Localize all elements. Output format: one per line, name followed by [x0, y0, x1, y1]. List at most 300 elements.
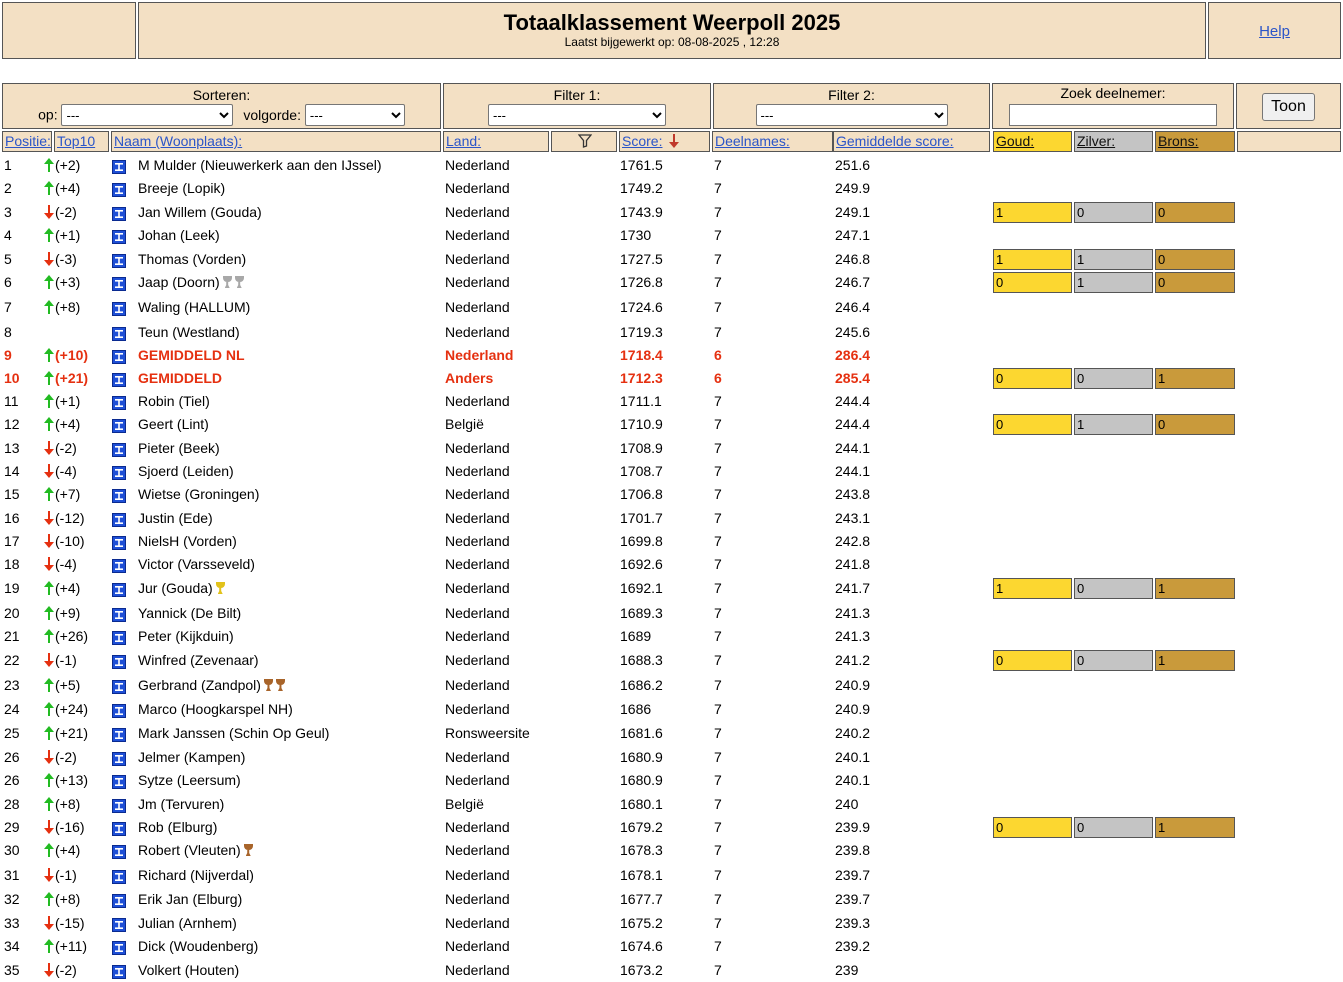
participant-info-icon[interactable]: [112, 894, 126, 908]
participant-name[interactable]: [138, 274, 244, 290]
participant-score: 1674.6: [620, 938, 663, 954]
participant-name[interactable]: [138, 393, 210, 409]
sort-order-label: volgorde:: [243, 106, 301, 123]
participant-entries: 7: [714, 324, 722, 340]
participant-entries: 7: [714, 652, 722, 668]
table-row: [0, 247, 1343, 271]
participant-info-icon[interactable]: [112, 870, 126, 884]
sort-naam-link[interactable]: Naam (Woonplaats):: [114, 133, 243, 149]
filter1-select[interactable]: [488, 104, 666, 126]
participant-name[interactable]: [138, 749, 245, 765]
participant-info-icon[interactable]: [112, 728, 126, 742]
rank-position: 6: [4, 274, 12, 290]
rank-change-value: (+13): [55, 772, 89, 788]
participant-score: 1727.5: [620, 251, 663, 267]
rank-position: 30: [4, 842, 20, 858]
participant-score: 1678.1: [620, 867, 663, 883]
participant-name[interactable]: [138, 486, 259, 502]
rank-change-value: (-2): [55, 749, 77, 765]
participant-info-icon[interactable]: [112, 583, 126, 597]
participant-score: 1719.3: [620, 324, 663, 340]
sort-score-link[interactable]: Score:: [622, 133, 663, 149]
toon-button[interactable]: Toon: [1262, 93, 1315, 121]
table-row: [0, 270, 1343, 294]
participant-info-icon[interactable]: [112, 608, 126, 622]
participant-info-icon[interactable]: [112, 302, 126, 316]
participant-name-text: Richard (Nijverdal): [138, 867, 254, 883]
participant-info-icon[interactable]: [112, 254, 126, 268]
participant-name[interactable]: [138, 796, 224, 812]
participant-average: 240.2: [835, 725, 871, 741]
rank-change: [44, 416, 80, 432]
rank-change-value: (+10): [55, 347, 89, 363]
rank-position: 32: [4, 891, 20, 907]
participant-name[interactable]: [138, 677, 285, 693]
participant-name[interactable]: [138, 938, 258, 954]
rank-change-value: (+4): [55, 580, 81, 596]
rank-change: [44, 180, 80, 196]
participant-score: 1706.8: [620, 486, 663, 502]
rank-change-value: (+4): [55, 416, 81, 432]
arrow-up-icon: [44, 773, 54, 787]
rank-change: [44, 701, 88, 717]
participant-name[interactable]: [138, 652, 259, 668]
table-row: [0, 815, 1343, 839]
silver-count: 1: [1074, 272, 1153, 293]
header-title-panel: [138, 2, 1206, 59]
rank-change: [44, 891, 80, 907]
participant-entries: 7: [714, 393, 722, 409]
participant-country: Nederland: [445, 393, 510, 409]
participant-country: Nederland: [445, 915, 510, 931]
participant-info-icon[interactable]: [112, 183, 126, 197]
participant-name-text: Breeje (Lopik): [138, 180, 226, 196]
participant-name[interactable]: [138, 842, 253, 858]
participant-name[interactable]: [138, 347, 245, 363]
col-header-land: [443, 131, 549, 152]
participant-name[interactable]: [138, 533, 237, 549]
participant-average: 241.7: [835, 580, 871, 596]
participant-name[interactable]: [138, 180, 225, 196]
help-link[interactable]: Help: [1259, 23, 1290, 40]
col-header-deelnames: [712, 131, 833, 152]
participant-country: Nederland: [445, 440, 510, 456]
rank-change-value: (+1): [55, 227, 81, 243]
sort-top10-link[interactable]: Top10: [57, 133, 96, 149]
rank-change: [44, 347, 88, 363]
participant-info-icon[interactable]: [112, 327, 126, 341]
filter2-label: Filter 2:: [828, 87, 875, 103]
participant-entries: 7: [714, 299, 722, 315]
participant-country: Nederland: [445, 749, 510, 765]
participant-country: Nederland: [445, 938, 510, 954]
participant-name-text: Dick (Woudenberg): [138, 938, 259, 954]
participant-name-text: Thomas (Vorden): [138, 251, 247, 267]
table-row: [0, 697, 1343, 721]
participant-country: Nederland: [445, 842, 510, 858]
participant-score: 1726.8: [620, 274, 663, 290]
rank-position: 20: [4, 605, 20, 621]
participant-entries: 7: [714, 157, 722, 173]
participant-info-icon[interactable]: [112, 207, 126, 221]
participant-name[interactable]: [138, 204, 262, 220]
participant-average: 244.1: [835, 463, 871, 479]
participant-info-icon[interactable]: [112, 489, 126, 503]
participant-name-text: Jelmer (Kampen): [138, 749, 246, 765]
participant-average: 240: [835, 796, 859, 812]
participant-average: 240.9: [835, 701, 871, 717]
rank-position: 1: [4, 157, 12, 173]
rank-position: 26: [4, 772, 20, 788]
rank-change: [44, 725, 88, 741]
participant-average: 243.8: [835, 486, 871, 502]
participant-entries: 7: [714, 251, 722, 267]
participant-score: 1711.1: [620, 393, 662, 409]
participant-score: 1686: [620, 701, 652, 717]
bronze-count: 0: [1155, 202, 1235, 223]
participant-score: 1710.9: [620, 416, 663, 432]
rank-position: 21: [4, 628, 20, 644]
table-row: [0, 648, 1343, 672]
col-header-score: [619, 131, 710, 152]
rank-change-value: (-4): [55, 556, 77, 572]
table-row: [0, 343, 1343, 367]
rank-change: [44, 393, 80, 409]
rank-position: 26: [4, 749, 20, 765]
participant-info-icon[interactable]: [112, 822, 126, 836]
participant-name[interactable]: [138, 510, 213, 526]
rank-position: 19: [4, 580, 20, 596]
participant-entries: 7: [714, 227, 722, 243]
participant-name-text: Wietse (Groningen): [138, 486, 260, 502]
table-row: [0, 482, 1343, 506]
bronze-count: 0: [1155, 249, 1235, 270]
bronze-count: 0: [1155, 272, 1235, 293]
participant-average: 244.1: [835, 440, 871, 456]
participant-name[interactable]: [138, 299, 250, 315]
sort-land-link[interactable]: Land:: [446, 133, 482, 149]
col-header-filter: [551, 131, 617, 152]
participant-country: Nederland: [445, 204, 510, 220]
participant-average: 239.7: [835, 867, 871, 883]
arrow-up-icon: [44, 181, 54, 195]
rank-position: 25: [4, 725, 20, 741]
arrow-up-icon: [44, 797, 54, 811]
rank-position: 5: [4, 251, 12, 267]
rank-change: [44, 772, 88, 788]
participant-name[interactable]: [138, 370, 222, 386]
participant-score: 1689: [620, 628, 652, 644]
participant-name-text: Marco (Hoogkarspel NH): [138, 701, 293, 717]
participant-score: 1699.8: [620, 533, 663, 549]
table-row: [0, 529, 1343, 553]
participant-name[interactable]: [138, 891, 242, 907]
participant-country: Nederland: [445, 533, 510, 549]
sort-positie-link[interactable]: Positie:: [5, 133, 51, 149]
participant-name[interactable]: [138, 819, 217, 835]
sort-goud-link[interactable]: Goud:: [996, 133, 1035, 149]
rank-change-value: (-4): [55, 463, 77, 479]
participant-name[interactable]: [138, 463, 234, 479]
participant-name[interactable]: [138, 157, 382, 173]
rank-change-value: (+1): [55, 393, 81, 409]
rank-change: [44, 938, 87, 954]
table-row: [0, 389, 1343, 413]
rank-change-value: (-12): [55, 510, 85, 526]
silver-count: 0: [1074, 578, 1153, 599]
arrow-down-icon: [44, 511, 54, 525]
rank-change-value: (+21): [55, 370, 89, 386]
silver-trophy-icon: [235, 276, 244, 288]
bronze-trophy-icon: [264, 679, 273, 691]
filter2-select[interactable]: [756, 104, 948, 126]
participant-info-icon[interactable]: [112, 752, 126, 766]
participant-info-icon[interactable]: [112, 704, 126, 718]
sort-op-label: op:: [38, 106, 58, 123]
rank-change: [44, 227, 80, 243]
participant-name[interactable]: [138, 324, 240, 340]
rank-change: [44, 628, 88, 644]
participant-average: 241.8: [835, 556, 871, 572]
rank-change: [44, 652, 77, 668]
gold-count: 1: [993, 202, 1072, 223]
participant-name-text: Erik Jan (Elburg): [138, 891, 243, 907]
participant-name[interactable]: [138, 416, 209, 432]
sort-zilver-link[interactable]: Zilver:: [1077, 133, 1116, 149]
participant-name[interactable]: [138, 867, 254, 883]
table-row: [0, 768, 1343, 792]
show-panel: [1236, 83, 1341, 129]
participant-score: 1679.2: [620, 819, 663, 835]
participant-name-text: Johan (Leek): [138, 227, 220, 243]
participant-entries: 7: [714, 605, 722, 621]
table-row: [0, 792, 1343, 816]
participant-name[interactable]: [138, 628, 234, 644]
participant-average: 244.4: [835, 393, 871, 409]
sort-field-select[interactable]: [61, 104, 233, 126]
arrow-down-icon: [44, 534, 54, 548]
participant-info-icon[interactable]: [112, 160, 126, 174]
participant-name-text: Pieter (Beek): [138, 440, 220, 456]
participant-name-text: Peter (Kijkduin): [138, 628, 234, 644]
participant-name-text: Robin (Tiel): [138, 393, 210, 409]
participant-entries: 7: [714, 749, 722, 765]
participant-info-icon[interactable]: [112, 799, 126, 813]
rank-change: [44, 251, 77, 267]
rank-change: [44, 370, 88, 386]
arrow-up-icon: [44, 702, 54, 716]
rank-position: 22: [4, 652, 20, 668]
silver-count: 0: [1074, 817, 1153, 838]
arrow-down-icon: [44, 441, 54, 455]
table-row: [0, 506, 1343, 530]
participant-country: Nederland: [445, 605, 510, 621]
sort-brons-link[interactable]: Brons:: [1158, 133, 1199, 149]
participant-country: Nederland: [445, 486, 510, 502]
arrow-up-icon: [44, 348, 54, 362]
participant-score: 1673.2: [620, 962, 663, 978]
table-row: [0, 412, 1343, 436]
participant-entries: 7: [714, 701, 722, 717]
arrow-down-icon: [44, 653, 54, 667]
bronze-trophy-icon: [276, 679, 285, 691]
arrow-up-icon: [44, 892, 54, 906]
participant-name[interactable]: [138, 915, 237, 931]
participant-average: 239: [835, 962, 859, 978]
silver-count: 0: [1074, 368, 1153, 389]
participant-country: Nederland: [445, 891, 510, 907]
participant-name[interactable]: [138, 772, 241, 788]
participant-country: Nederland: [445, 962, 510, 978]
participant-name-text: Rob (Elburg): [138, 819, 218, 835]
rank-position: 8: [4, 324, 12, 340]
rank-change: [44, 749, 77, 765]
rank-position: 10: [4, 370, 20, 386]
gold-count: 0: [993, 817, 1072, 838]
participant-info-icon[interactable]: [112, 680, 126, 694]
arrow-down-icon: [44, 820, 54, 834]
rank-position: 14: [4, 463, 20, 479]
participant-score: 1749.2: [620, 180, 663, 196]
participant-info-icon[interactable]: [112, 559, 126, 573]
participant-info-icon[interactable]: [112, 941, 126, 955]
participant-score: 1701.7: [620, 510, 663, 526]
participant-score: 1708.7: [620, 463, 663, 479]
rank-change-value: (+9): [55, 605, 81, 621]
participant-info-icon[interactable]: [112, 965, 126, 979]
rank-change-value: (+4): [55, 180, 81, 196]
arrow-up-icon: [44, 487, 54, 501]
table-row: [0, 673, 1343, 697]
participant-name-text: Victor (Varsseveld): [138, 556, 255, 572]
sort-panel: [2, 83, 441, 129]
page-title: Totaalklassement Weerpoll 2025: [503, 10, 841, 35]
rank-position: 12: [4, 416, 20, 432]
participant-name-text: Jan Willem (Gouda): [138, 204, 262, 220]
participant-name[interactable]: [138, 580, 225, 596]
participant-info-icon[interactable]: [112, 775, 126, 789]
participant-info-icon[interactable]: [112, 845, 126, 859]
participant-country: Nederland: [445, 463, 510, 479]
rank-change: [44, 440, 77, 456]
filter-icon[interactable]: [578, 134, 592, 148]
participant-average: 240.1: [835, 749, 871, 765]
rank-change-value: (+26): [55, 628, 89, 644]
participant-name[interactable]: [138, 962, 239, 978]
participant-info-icon[interactable]: [112, 230, 126, 244]
participant-info-icon[interactable]: [112, 918, 126, 932]
rank-change-value: (+3): [55, 274, 81, 290]
participant-name[interactable]: [138, 605, 241, 621]
participant-name-text: Robert (Vleuten): [138, 842, 241, 858]
participant-average: 242.8: [835, 533, 871, 549]
rank-position: 31: [4, 867, 20, 883]
participant-info-icon[interactable]: [112, 350, 126, 364]
table-row: [0, 459, 1343, 483]
participant-entries: 7: [714, 440, 722, 456]
sort-order-select[interactable]: [305, 104, 405, 126]
participant-entries: 7: [714, 891, 722, 907]
sort-deelnames-link[interactable]: Deelnames:: [715, 133, 790, 149]
sort-gemiddelde-link[interactable]: Gemiddelde score:: [836, 133, 954, 149]
rank-change: [44, 299, 80, 315]
rank-change: [44, 533, 85, 549]
participant-entries: 7: [714, 962, 722, 978]
participant-info-icon[interactable]: [112, 373, 126, 387]
arrow-down-icon: [44, 557, 54, 571]
participant-average: 239.9: [835, 819, 871, 835]
participant-info-icon[interactable]: [112, 396, 126, 410]
participant-average: 241.3: [835, 628, 871, 644]
participant-country: Nederland: [445, 347, 514, 363]
search-panel: [992, 83, 1234, 129]
silver-count: 0: [1074, 202, 1153, 223]
participant-entries: 6: [714, 370, 722, 386]
participant-score: 1680.1: [620, 796, 663, 812]
participant-info-icon[interactable]: [112, 536, 126, 550]
participant-score: 1680.9: [620, 772, 663, 788]
participant-info-icon[interactable]: [112, 419, 126, 433]
rank-change: [44, 486, 80, 502]
participant-name[interactable]: [138, 701, 293, 717]
rank-change-value: (-10): [55, 533, 85, 549]
filter1-label: Filter 1:: [553, 87, 601, 103]
bronze-trophy-icon: [244, 844, 253, 856]
participant-info-icon[interactable]: [112, 513, 126, 527]
participant-name-text: Winfred (Zevenaar): [138, 652, 259, 668]
participant-average: 245.6: [835, 324, 871, 340]
participant-info-icon[interactable]: [112, 466, 126, 480]
participant-average: 239.8: [835, 842, 871, 858]
sort-label: Sorteren:: [192, 87, 251, 103]
search-input[interactable]: [1009, 104, 1217, 126]
participant-entries: 7: [714, 772, 722, 788]
participant-name[interactable]: [138, 227, 220, 243]
participant-name[interactable]: [138, 556, 255, 572]
arrow-up-icon: [44, 394, 54, 408]
rank-change-value: (-15): [55, 915, 85, 931]
participant-name[interactable]: [138, 725, 329, 741]
arrow-up-icon: [44, 678, 54, 692]
participant-info-icon[interactable]: [112, 655, 126, 669]
col-header-top10: [54, 131, 109, 152]
participant-name[interactable]: [138, 251, 246, 267]
rank-change-value: (-2): [55, 440, 77, 456]
bronze-count: 1: [1155, 650, 1235, 671]
participant-info-icon[interactable]: [112, 631, 126, 645]
participant-entries: 7: [714, 556, 722, 572]
table-row: [0, 576, 1343, 600]
participant-country: Nederland: [445, 251, 510, 267]
participant-info-icon[interactable]: [112, 277, 126, 291]
table-row: [0, 911, 1343, 935]
participant-info-icon[interactable]: [112, 443, 126, 457]
rank-change-value: (+8): [55, 796, 81, 812]
arrow-up-icon: [44, 228, 54, 242]
arrow-down-icon: [44, 868, 54, 882]
arrow-up-icon: [44, 606, 54, 620]
participant-average: 239.3: [835, 915, 871, 931]
col-header-zilver: [1074, 131, 1153, 152]
participant-score: 1689.3: [620, 605, 663, 621]
rank-change-value: (+5): [55, 677, 81, 693]
rank-change: [44, 463, 77, 479]
rank-change: [44, 915, 85, 931]
participant-name-text: Geert (Lint): [138, 416, 209, 432]
participant-name[interactable]: [138, 440, 220, 456]
rank-position: 9: [4, 347, 12, 363]
rank-change: [44, 580, 80, 596]
